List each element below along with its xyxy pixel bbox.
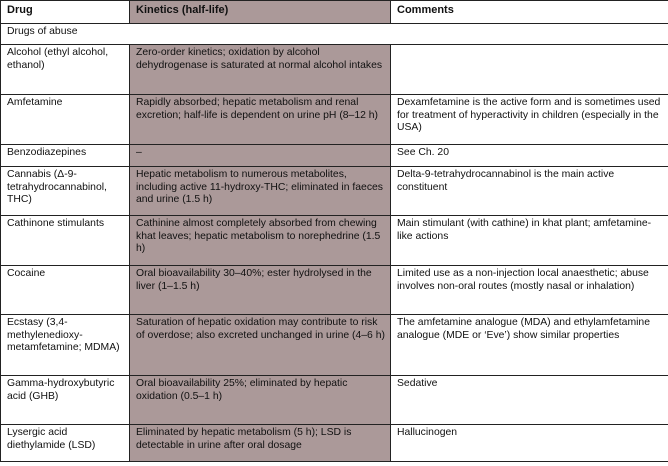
comments-cell: Delta-9-tetrahydrocannabinol is the main active constituent [391,167,668,216]
table-row [1,145,668,167]
kinetics-cell: Oral bioavailability 25%; eliminated by hepatic oxidation (0.5–1 h) [130,376,391,425]
drug-cell: Amfetamine [1,95,130,145]
table-row [1,95,668,145]
kinetics-cell: Cathinine almost completely absorbed from chewing khat leaves; hepatic metabolism to norephedrine (1.5 h) [130,216,391,266]
table-row [1,167,668,216]
header-comments: Comments [391,1,668,24]
header-kinetics: Kinetics (half-life) [130,1,391,24]
drug-cell: Cocaine [1,266,130,315]
header-row [1,1,668,24]
comments-cell: Limited use as a non-injection local anaesthetic; abuse involves non-oral routes (mostly nasal or inhalation) [391,266,668,315]
comments-cell: The amfetamine analogue (MDA) and ethylamfetamine analogue (MDE or ‘Eve’) show similar properties [391,315,668,376]
drug-cell: Lysergic acid diethylamide (LSD) [1,425,130,462]
kinetics-cell: – [130,145,391,167]
comments-cell: Hallucinogen [391,425,668,462]
kinetics-cell: Hepatic metabolism to numerous metabolites, including active 11-hydroxy-THC; eliminated in faeces and urine (1.5 h) [130,167,391,216]
drug-cell: Gamma-hydroxybutyric acid (GHB) [1,376,130,425]
header-drug: Drug [1,1,130,24]
table-row [1,425,668,462]
drug-cell: Benzodiazepines [1,145,130,167]
comments-cell: Main stimulant (with cathine) in khat plant; amfetamine-like actions [391,216,668,266]
section-row [1,24,668,45]
comments-cell: See Ch. 20 [391,145,668,167]
comments-cell: Sedative [391,376,668,425]
table-row [1,376,668,425]
comments-cell: Dexamfetamine is the active form and is sometimes used for treatment of hyperactivity in children (especially in the USA) [391,95,668,145]
drug-cell: Ecstasy (3,4-methylenedioxy-metamfetamine; MDMA) [1,315,130,376]
kinetics-cell: Eliminated by hepatic metabolism (5 h); LSD is detectable in urine after oral dosage [130,425,391,462]
comments-cell [391,45,668,95]
drug-cell: Cannabis (Δ-9-tetrahydrocannabinol, THC) [1,167,130,216]
table-row [1,266,668,315]
drug-cell: Alcohol (ethyl alcohol, ethanol) [1,45,130,95]
kinetics-cell: Saturation of hepatic oxidation may contribute to risk of overdose; also excreted unchanged in urine (4–6 h) [130,315,391,376]
table-row [1,45,668,95]
kinetics-cell: Zero-order kinetics; oxidation by alcohol dehydrogenase is saturated at normal alcohol intakes [130,45,391,95]
table-row [1,216,668,266]
table-row [1,315,668,376]
kinetics-cell: Oral bioavailability 30–40%; ester hydrolysed in the liver (1–1.5 h) [130,266,391,315]
kinetics-cell: Rapidly absorbed; hepatic metabolism and renal excretion; half-life is dependent on urine pH (8–12 h) [130,95,391,145]
drug-cell: Cathinone stimulants [1,216,130,266]
section-label: Drugs of abuse [1,24,668,45]
